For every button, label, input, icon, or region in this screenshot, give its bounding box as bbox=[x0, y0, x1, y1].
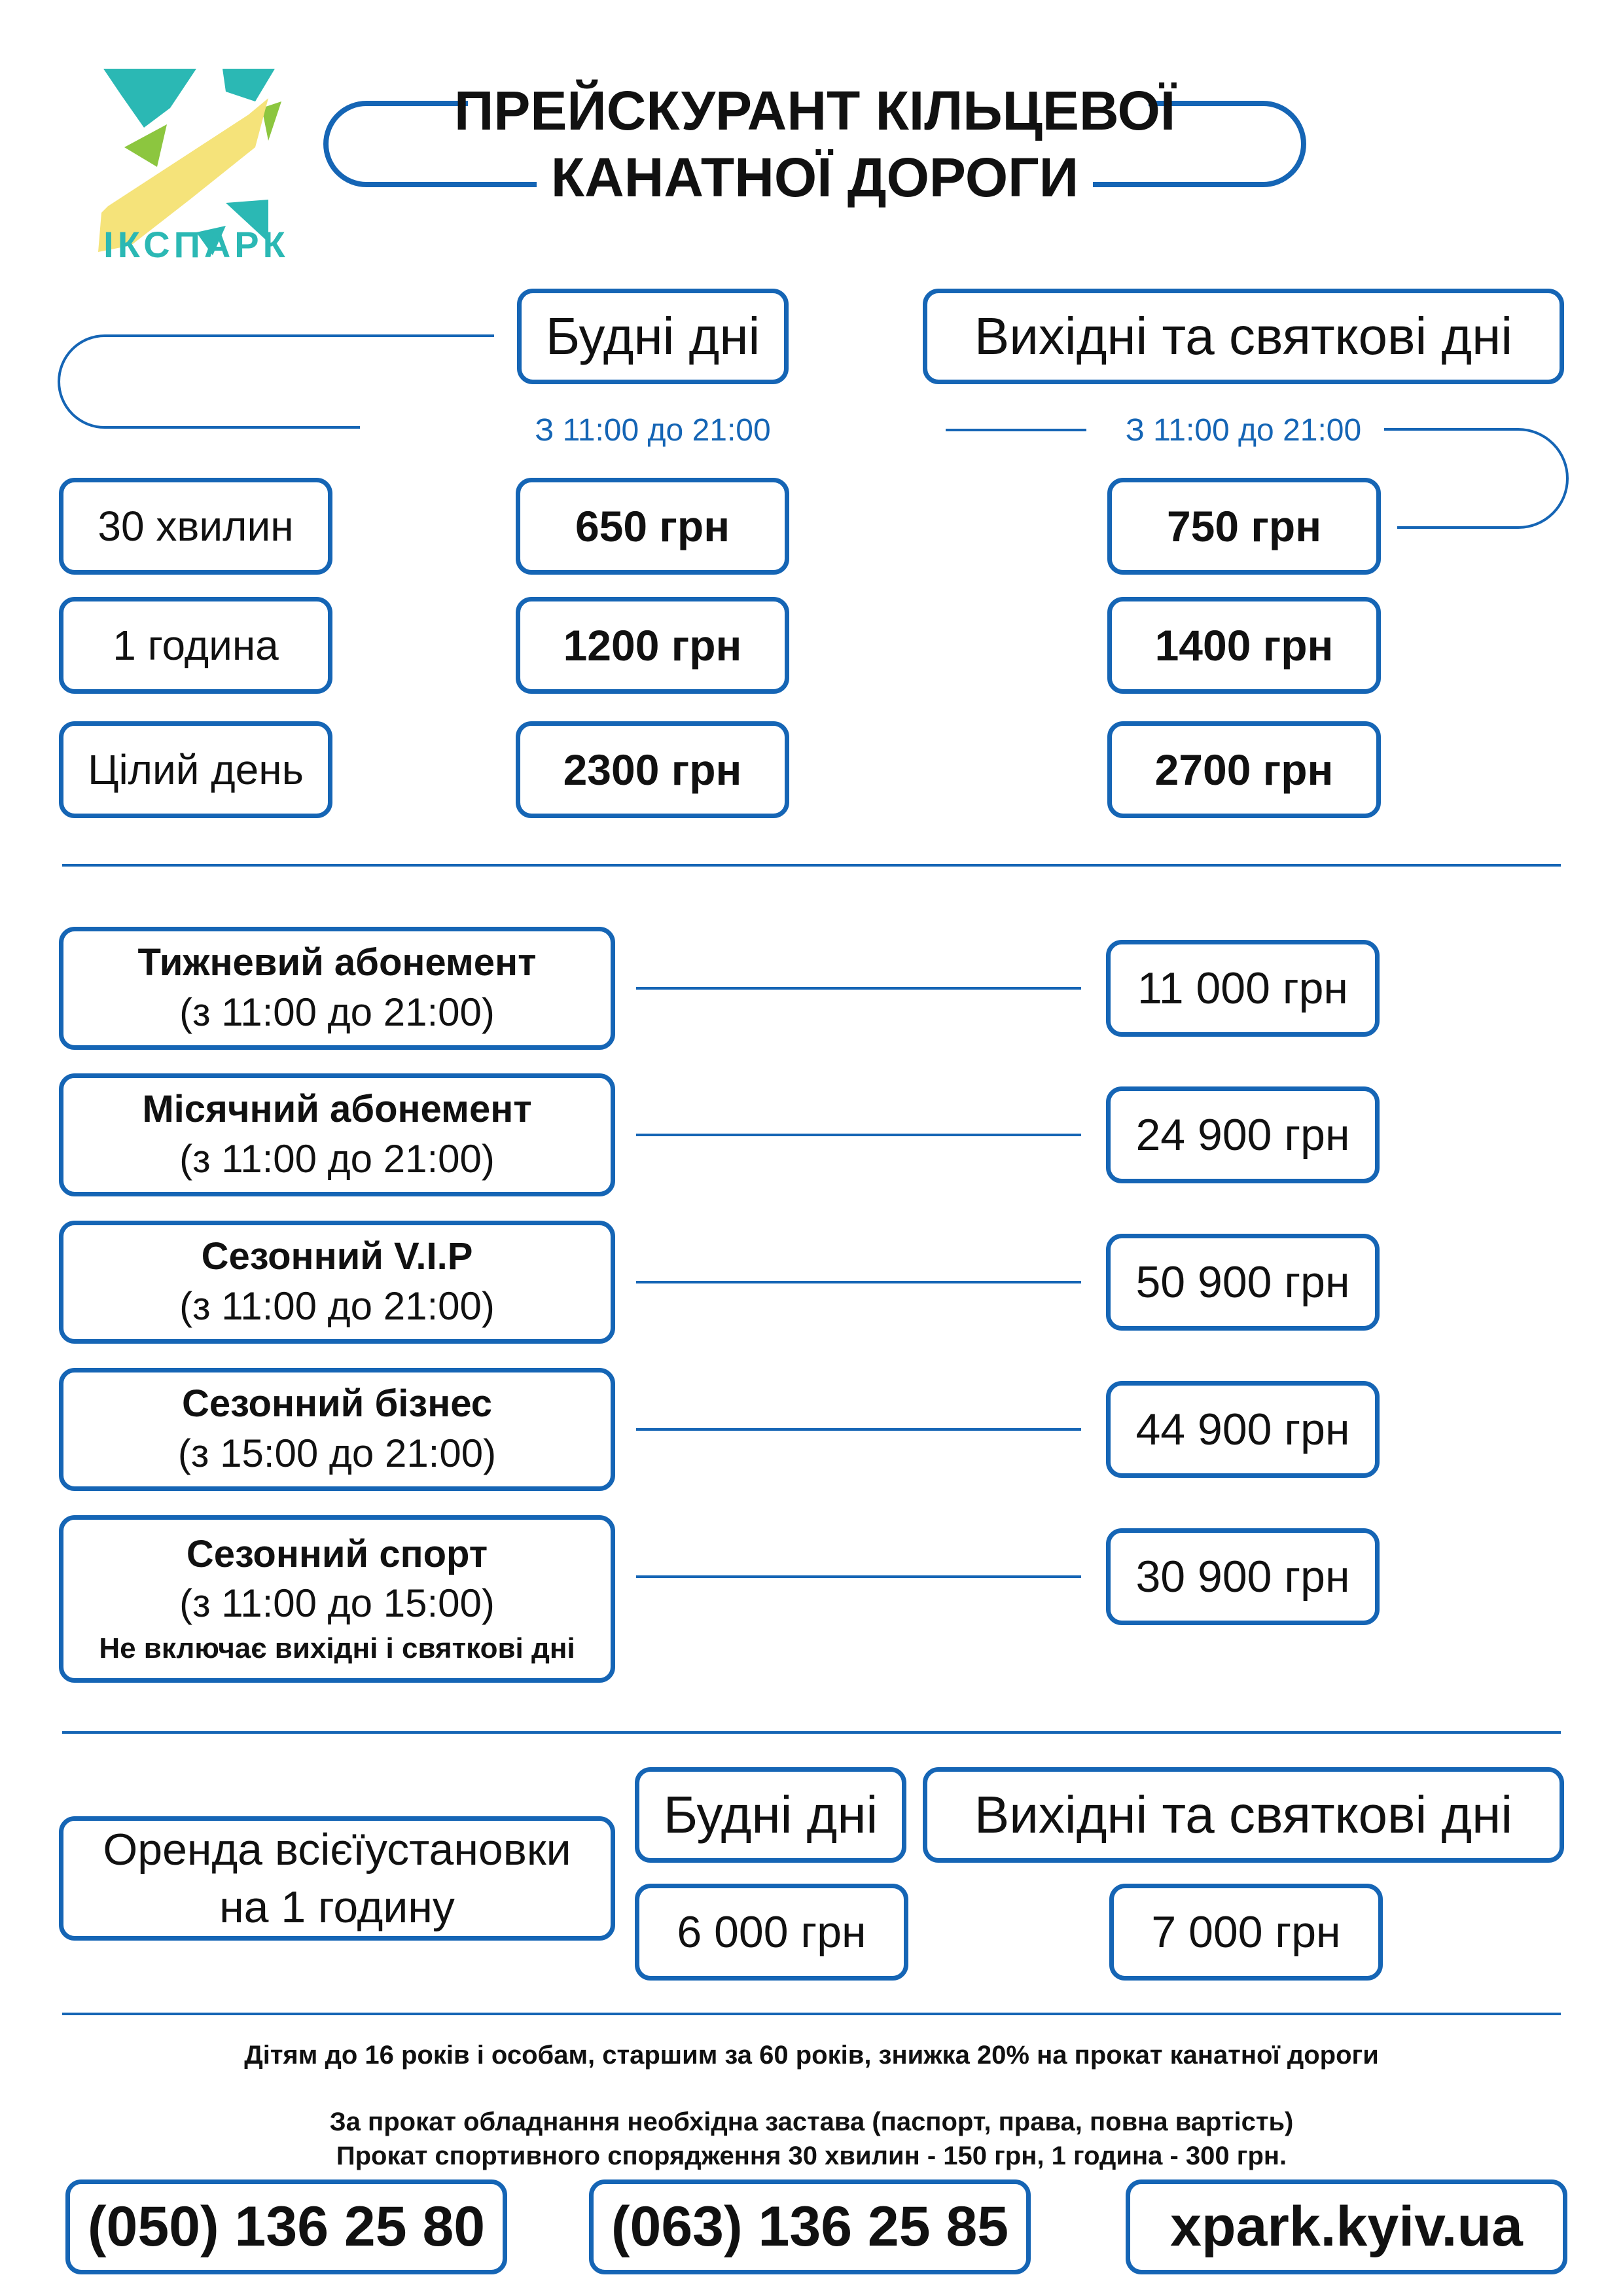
subscription-time: (з 11:00 до 21:00) bbox=[179, 990, 495, 1034]
connector-line bbox=[636, 987, 1081, 990]
subscription-monthly bbox=[59, 1073, 615, 1196]
rental-header-weekends: Вихідні та святкові дні bbox=[923, 1767, 1564, 1863]
subscription-season-sport-price: 30 900 грн bbox=[1106, 1528, 1380, 1625]
connector-line bbox=[636, 1428, 1081, 1431]
section-divider-1 bbox=[62, 864, 1561, 867]
weekdays-time: З 11:00 до 21:00 bbox=[535, 413, 771, 448]
price-weekend-full-day: 2700 грн bbox=[1107, 721, 1381, 818]
subscription-monthly-price: 24 900 грн bbox=[1106, 1086, 1380, 1183]
website-link[interactable]: xpark.kyiv.ua bbox=[1126, 2179, 1567, 2274]
footnote-deposit: За прокат обладнання необхідна застава (паспорт, права, повна вартість) bbox=[329, 2108, 1294, 2136]
subscription-season-vip-price: 50 900 грн bbox=[1106, 1234, 1380, 1331]
price-weekday-30min: 650 грн bbox=[516, 478, 789, 575]
subscription-title: Сезонний спорт bbox=[186, 1532, 488, 1575]
weekends-time-line-left bbox=[946, 429, 1086, 431]
section-divider-2 bbox=[62, 1731, 1561, 1734]
footnote-discount: Дітям до 16 років і особам, старшим за 60 років, знижка 20% на прокат канатної дороги bbox=[244, 2041, 1379, 2070]
logo bbox=[59, 62, 334, 272]
page-title-line2: КАНАТНОЇ ДОРОГИ bbox=[550, 147, 1079, 209]
section-divider-3 bbox=[62, 2013, 1561, 2015]
footnote-sport-rental: Прокат спортивного спорядження 30 хвилин - 150 грн, 1 година - 300 грн. bbox=[336, 2142, 1287, 2170]
subscription-time: (з 11:00 до 15:00) bbox=[179, 1581, 495, 1626]
subscription-time: (з 11:00 до 21:00) bbox=[179, 1136, 495, 1181]
phone-2[interactable]: (063) 136 25 85 bbox=[589, 2179, 1031, 2274]
duration-30min: 30 хвилин bbox=[59, 478, 332, 575]
subscription-weekly-price: 11 000 грн bbox=[1106, 940, 1380, 1037]
subscription-note: Не включає вихідні і святкові дні bbox=[99, 1632, 575, 1664]
rental-label-line2: на 1 годину bbox=[219, 1882, 455, 1932]
header-weekends: Вихідні та святкові дні bbox=[923, 289, 1564, 384]
subscription-weekly bbox=[59, 927, 615, 1050]
subscription-time: (з 15:00 до 21:00) bbox=[177, 1431, 497, 1475]
weekends-time: З 11:00 до 21:00 bbox=[1125, 413, 1362, 448]
subscription-title: Сезонний V.I.P bbox=[201, 1235, 473, 1278]
subscription-season-sport bbox=[59, 1515, 615, 1683]
rental-header-weekdays: Будні дні bbox=[635, 1767, 906, 1863]
price-weekday-full-day: 2300 грн bbox=[516, 721, 789, 818]
subscription-title: Сезонний бізнес bbox=[182, 1382, 492, 1426]
connector-line bbox=[636, 1575, 1081, 1578]
rental-weekday-price: 6 000 грн bbox=[635, 1884, 908, 1981]
subscription-season-business-price: 44 900 грн bbox=[1106, 1381, 1380, 1478]
rental-weekend-price: 7 000 грн bbox=[1109, 1884, 1383, 1981]
header-weekdays: Будні дні bbox=[517, 289, 789, 384]
duration-1hour: 1 година bbox=[59, 597, 332, 694]
subscription-season-vip bbox=[59, 1221, 615, 1344]
right-curve bbox=[1384, 427, 1574, 538]
left-curve bbox=[56, 331, 501, 435]
subscription-season-business bbox=[59, 1368, 615, 1491]
price-weekend-30min: 750 грн bbox=[1107, 478, 1381, 575]
page-title-line1: ПРЕЙСКУРАНТ КІЛЬЦЕВОЇ bbox=[454, 80, 1176, 141]
rental-label bbox=[59, 1816, 615, 1941]
connector-line bbox=[636, 1281, 1081, 1283]
subscription-title: Тижневий абонемент bbox=[137, 941, 537, 984]
connector-line bbox=[636, 1134, 1081, 1136]
price-weekday-1hour: 1200 грн bbox=[516, 597, 789, 694]
phone-1[interactable]: (050) 136 25 80 bbox=[65, 2179, 507, 2274]
page-title bbox=[419, 77, 1211, 211]
price-weekend-1hour: 1400 грн bbox=[1107, 597, 1381, 694]
subscription-title: Місячний абонемент bbox=[142, 1088, 532, 1131]
duration-full-day: Цілий день bbox=[59, 721, 332, 818]
rental-label-line1: Оренда всієїустановки bbox=[103, 1824, 571, 1874]
brand-name: ІКСПАРК bbox=[103, 224, 289, 265]
subscription-time: (з 11:00 до 21:00) bbox=[179, 1283, 495, 1328]
